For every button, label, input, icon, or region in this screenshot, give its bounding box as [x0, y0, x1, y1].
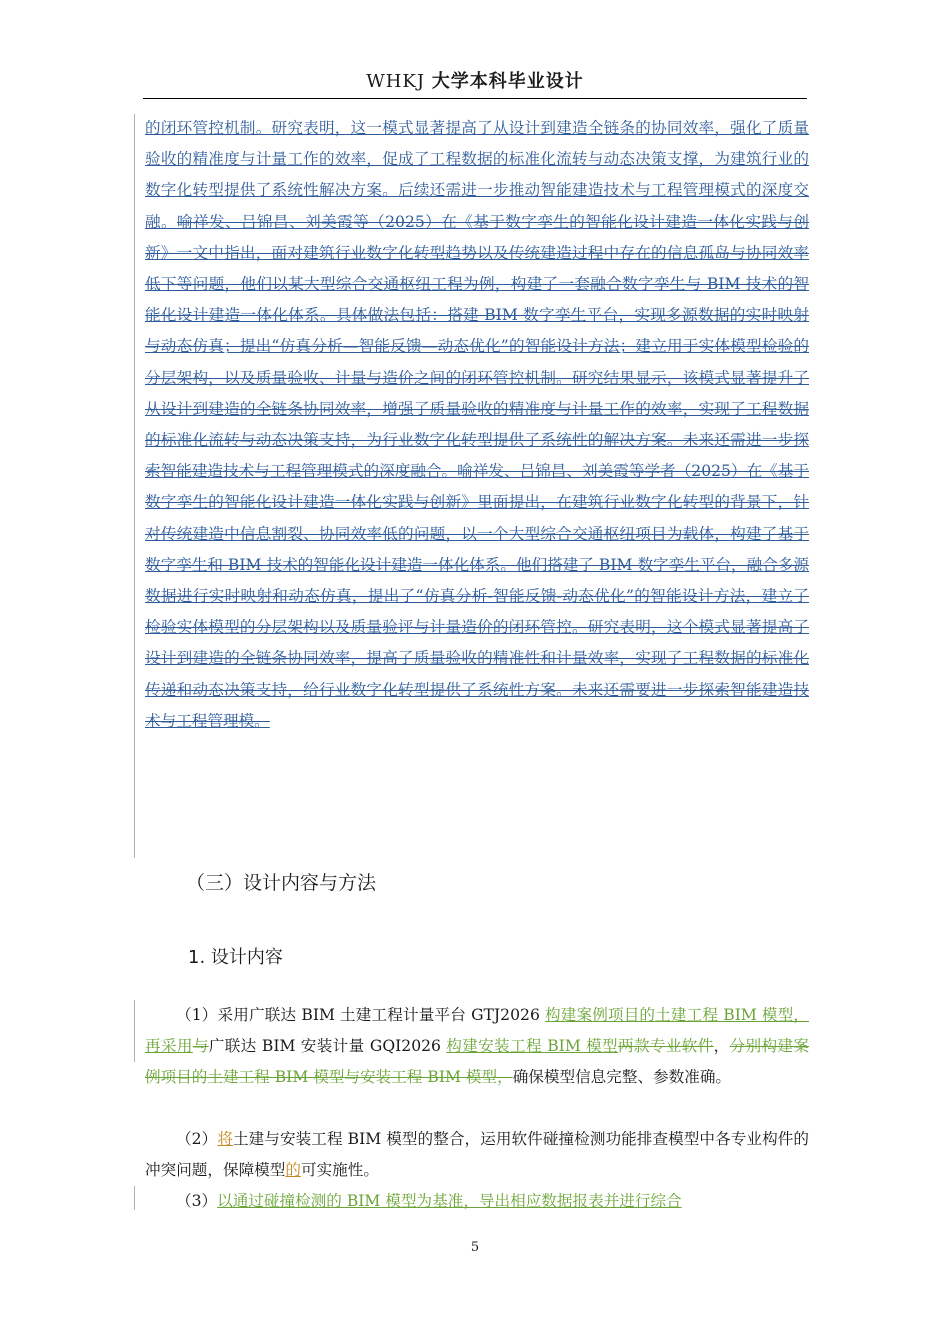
header-prefix: WHKJ — [366, 71, 432, 92]
revision-bar — [134, 1186, 135, 1210]
revision-bar — [134, 1000, 135, 1062]
item-text: （3） — [176, 1192, 218, 1210]
deleted-text: 两款专业软件 — [618, 1037, 714, 1056]
inserted-text: 以通过碰撞检测的 BIM 模型为基准，导出相应数据报表并进行综合 — [217, 1192, 682, 1210]
content-item-2 — [145, 1124, 809, 1186]
inserted-text: 构建案例项目的土建工程 BIM 模型，再采用 — [145, 1006, 809, 1056]
inserted-text: 的 — [285, 1161, 301, 1180]
deleted-text: 喻祥发、吕锦昌、刘美霞等学者（2025）在《基于数字孪生的智能化设计建造一体化实践与创新》里面提出，在建筑行业数字化转型的背景下，针对传统建造中信息割裂、协同效率低的问题，以一个大型综合交通枢纽项目为载体，构建了基于数字孪生和 BIM 技术的智能化设计建造一体化体系。他们搭建了 BIM 数字孪生平台，融合多源数据进行实时映射和动态仿真，提出了“仿真分析-智能反馈-动态优化”的智能设计方法，建立了检验实体模型的分层架构以及质量验评与计量造价的闭环管控。研究表明，这个模式显著提高了设计到建造的全链条协同效率，提高了质量验收的精准性和计量效率，实现了工程数据的标准化传递和动态决策支持，给行业数字化转型提供了系统性方案。未来还需要进一步探索智能建造技术与工程管理模。 — [145, 462, 809, 730]
inserted-text: 构建安装工程 BIM 模型 — [446, 1037, 618, 1056]
item-text: 土建与安装工程 BIM 模型的整合，运用软件碰撞检测功能排查模型中各专业构件的冲突问题，保障模型 — [145, 1130, 809, 1180]
item-text: 确保模型信息完整、参数准确。 — [512, 1068, 732, 1087]
inserted-text: 将 — [217, 1130, 233, 1148]
page-header — [143, 70, 807, 99]
header-title: 大学本科毕业设计 — [431, 71, 584, 92]
content-item-3 — [145, 1186, 809, 1217]
item-text: 可实施性。 — [300, 1161, 379, 1180]
item-text: （1）采用广联达 BIM 土建工程计量平台 GTJ2026 — [176, 1006, 545, 1024]
revision-paragraph — [145, 113, 809, 737]
item-text: （2） — [176, 1130, 218, 1148]
item-text: ， — [713, 1037, 730, 1056]
deleted-text: 分别构建案例项目的土建工程 BIM 模型与安装工程 BIM 模型， — [145, 1037, 809, 1087]
deleted-text: 与 — [192, 1037, 209, 1056]
content-item-1 — [145, 1000, 809, 1094]
section-heading: （三）设计内容与方法 — [186, 872, 377, 894]
page-number: 5 — [470, 1240, 480, 1255]
inserted-text: 的闭环管控机制。研究表明，这一模式显著提高了从设计到建造全链条的协同效率，强化了质量验收的精准度与计量工作的效率，促成了工程数据的标准化流转与动态决策支撑，为建筑行业的数字化转型提供了系统性解决方案。后续还需进一步推动智能建造技术与工程管理模式的深度交融。 — [145, 119, 809, 231]
item-text: 广联达 BIM 安装计量 GQI2026 — [208, 1037, 447, 1056]
revision-bar — [134, 114, 135, 858]
deleted-text: 喻祥发、吕锦昌、刘美霞等（2025）在《基于数字孪生的智能化设计建造一体化实践与创新》一文中指出，面对建筑行业数字化转型趋势以及传统建造过程中存在的信息孤岛与协同效率低下等问题，他们以某大型综合交通枢纽工程为例，构建了一套融合数字孪生与 BIM 技术的智能化设计建造一体化体系。具体做法包括：搭建 BIM 数字孪生平台，实现多源数据的实时映射与动态仿真；提出“仿真分析—智能反馈—动态优化”的智能设计方法；建立用于实体模型检验的分层架构，以及质量验收、计量与造价之间的闭环管控机制。研究结果显示，该模式显著提升了从设计到建造的全链条协同效率，增强了质量验收的精准度与计量工作的效率，实现了工程数据的标准化流转与动态决策支持，为行业数字化转型提供了系统性的解决方案。未来还需进一步探索智能建造技术与工程管理模式的深度融合。 — [145, 212, 809, 481]
sub-heading: 1. 设计内容 — [188, 947, 283, 968]
